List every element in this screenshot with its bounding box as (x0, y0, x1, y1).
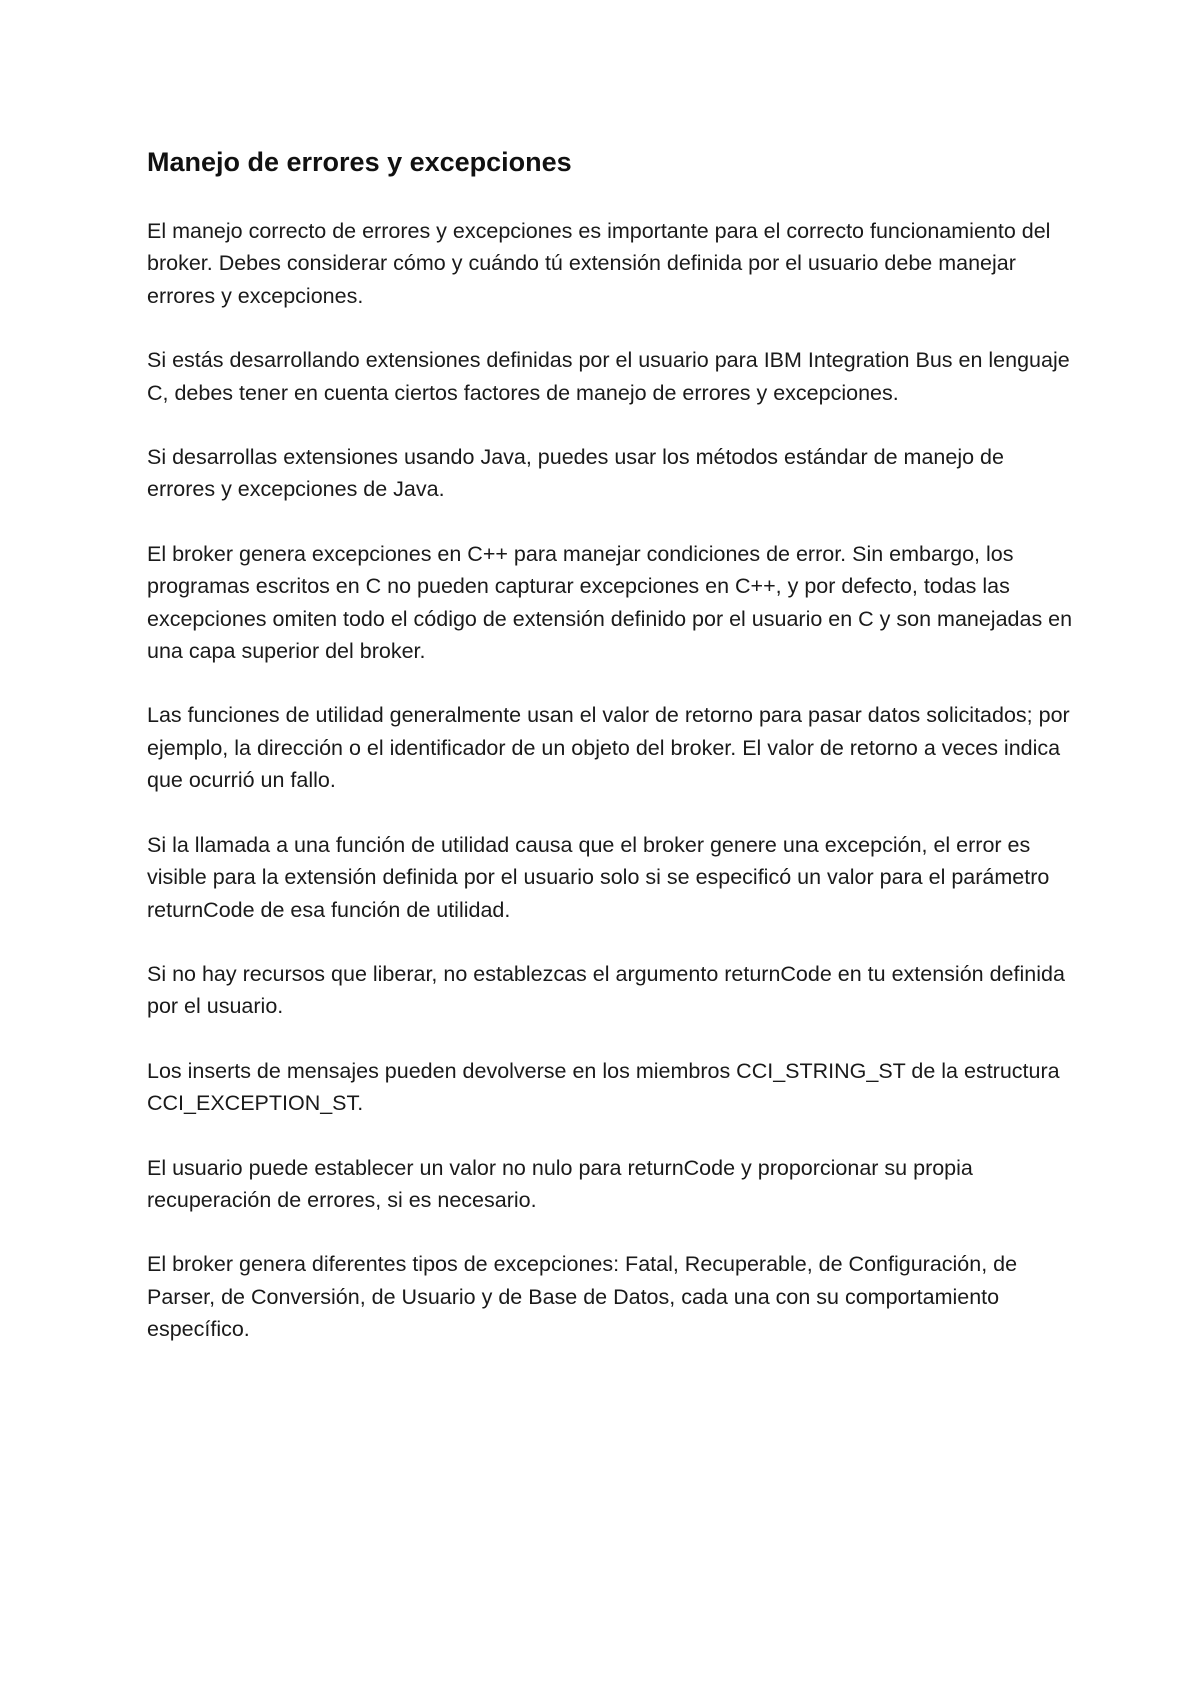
paragraph-1: El manejo correcto de errores y excepciones es importante para el correcto funcionamiento del broker. Debes considerar cómo y cuándo tú extensión definida por el usuario debe manejar errores y excepciones. (147, 219, 1051, 308)
paragraph-5: Las funciones de utilidad generalmente usan el valor de retorno para pasar datos solicitados; por ejemplo, la dirección o el identificador de un objeto del broker. El valor de retorno a veces indica que ocurrió un fallo. (147, 703, 1070, 793)
paragraph-9: El usuario puede establecer un valor no nulo para returnCode y proporcionar su propia recuperación de errores, si es necesario. (147, 1155, 973, 1212)
paragraph-3: Si desarrollas extensiones usando Java, puedes usar los métodos estándar de manejo de errores y excepciones de Java. (147, 445, 1004, 502)
paragraph-8: Los inserts de mensajes pueden devolverse en los miembros CCI_STRING_ST de la estructura CCI_EXCEPTION_ST. (147, 1058, 1060, 1116)
document-title: Manejo de errores y excepciones (147, 147, 572, 177)
paragraph-6: Si la llamada a una función de utilidad causa que el broker genere una excepción, el error es visible para la extensión definida por el usuario solo si se especificó un valor para el parámetro returnCode de esa función de utilidad. (147, 832, 1050, 922)
document-content (147, 142, 1077, 1378)
paragraph-2: Si estás desarrollando extensiones definidas por el usuario para IBM Integration Bus en lenguaje C, debes tener en cuenta ciertos factores de manejo de errores y excepciones. (147, 348, 1070, 405)
paragraph-7: Si no hay recursos que liberar, no establezcas el argumento returnCode en tu extensión definida por el usuario. (147, 961, 1065, 1019)
paragraph-4: El broker genera excepciones en C++ para manejar condiciones de error. Sin embargo, los programas escritos en C no pueden capturar excepciones en C++, y por defecto, todas las excepciones omiten todo el código de extensión definido por el usuario en C y son manejadas en una capa superior del broker. (147, 541, 1073, 664)
paragraph-10: El broker genera diferentes tipos de excepciones: Fatal, Recuperable, de Configuración, de Parser, de Conversión, de Usuario y de Base de Datos, cada una con su comportamiento específico. (147, 1252, 1018, 1342)
